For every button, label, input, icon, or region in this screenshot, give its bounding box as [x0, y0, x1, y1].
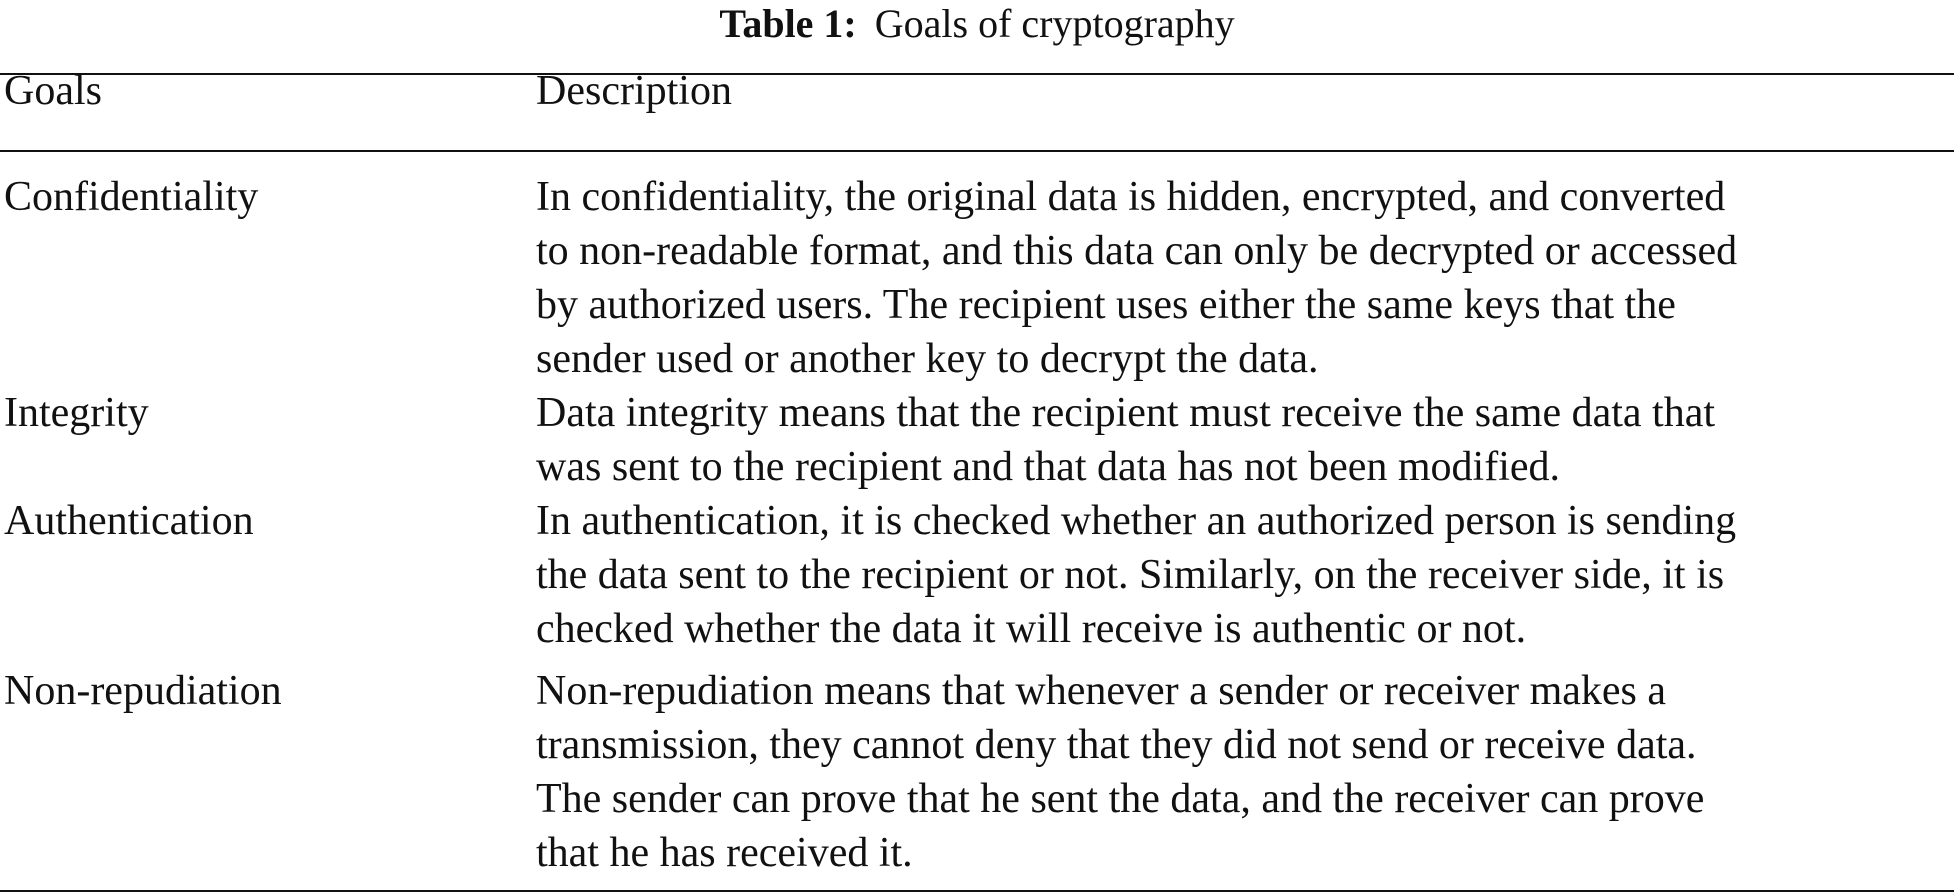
caption-text: Goals of cryptography — [874, 1, 1235, 46]
description-cell: Data integrity means that the recipient must receive the same data that was sent to the recipient and that data has not been modified. — [536, 390, 1716, 490]
goal-cell: Integrity — [4, 390, 149, 436]
table-row — [0, 152, 1954, 386]
table-row — [0, 494, 1954, 664]
description-cell: In confidentiality, the original data is hidden, encrypted, and converted to non-readable format, and this data can only be decrypted or accessed by authorized users. The recipient uses either the same keys that the sender used or another key to decrypt the data. — [536, 174, 1738, 382]
header-row — [0, 0, 1954, 152]
description-cell: Non-repudiation means that whenever a sender or receiver makes a transmission, they cannot deny that they did not send or receive data. The sender can prove that he sent the data, and the receiver can prove that he has received it. — [536, 668, 1705, 876]
description-cell: In authentication, it is checked whether an authorized person is sending the data sent to the recipient or not. Similarly, on the receiver side, it is checked whether the data it will receive is authentic or not. — [536, 498, 1737, 652]
goal-cell: Authentication — [4, 498, 254, 544]
caption-label: Table 1: — [719, 1, 857, 46]
goal-cell: Confidentiality — [4, 174, 259, 220]
table-row — [0, 386, 1954, 494]
header-description: Description — [536, 68, 732, 114]
table-row — [0, 664, 1954, 884]
header-goals: Goals — [4, 68, 102, 114]
goal-cell: Non-repudiation — [4, 668, 282, 714]
bottom-rule — [0, 890, 1954, 892]
